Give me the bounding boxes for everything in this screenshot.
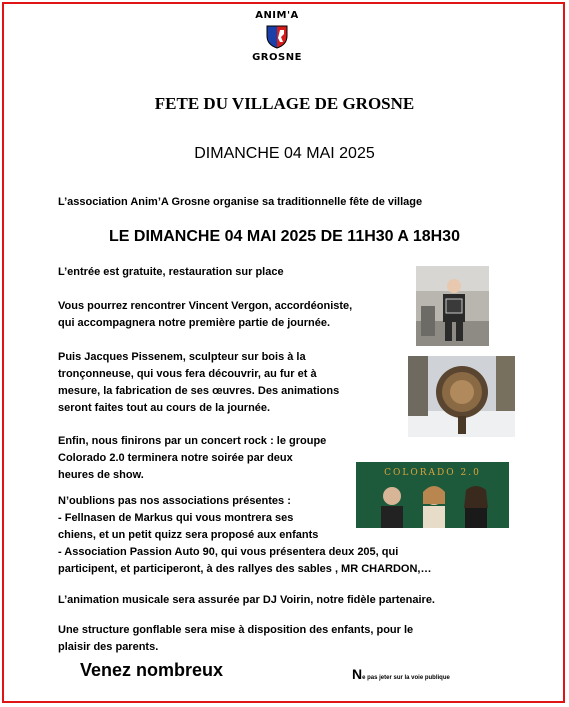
accordionist-photo	[416, 266, 489, 346]
wood-sculpture-photo	[408, 356, 515, 437]
paragraph-inflatable: Une structure gonflable sera mise à disposition des enfants, pour le plaisir des parents.	[58, 624, 414, 653]
paragraph-associations: N’oublions pas nos associations présentes : - Fellnasen de Markus qui vous montrera ses chiens, et un petit quizz sera proposé aux enfants - Association Passion Auto 90, qui vous présentera deux 205, qui participent, et participeront, à des rallyes des sables , MR CHARDON,…	[58, 495, 432, 575]
closing-text: Venez nombreux	[80, 660, 224, 680]
paragraph-entry: L’entrée est gratuite, restauration sur place	[58, 266, 284, 278]
paragraph-pissenem: Puis Jacques Pissenem, sculpteur sur bois à la tronçonneuse, qui vous fera découvrir, au fur et à mesure, la fabrication de ses œuvres. Des animations seront faites tout au cours de la journée.	[58, 351, 340, 414]
paragraph-vergon: Vous pourrez rencontrer Vincent Vergon, accordéoniste, qui accompagnera notre première partie de journée.	[58, 300, 353, 329]
band-photo-title: COLORADO 2.0	[384, 468, 481, 478]
page-title: FETE DU VILLAGE DE GROSNE	[154, 94, 415, 113]
logo-bottom-text: GROSNE	[252, 52, 302, 63]
footnote-initial: N	[352, 666, 363, 682]
paragraph-dj: L’animation musicale sera assurée par DJ Voirin, notre fidèle partenaire.	[58, 594, 435, 606]
footnote	[352, 666, 450, 682]
logo-top-text: ANIM'A	[255, 10, 299, 21]
event-date: DIMANCHE 04 MAI 2025	[194, 145, 375, 162]
footnote-rest: e pas jeter sur la voie publique	[362, 675, 450, 681]
shield-icon	[266, 25, 288, 49]
band-colorado-photo	[356, 462, 509, 528]
event-headline: LE DIMANCHE 04 MAI 2025 DE 11H30 A 18H30	[109, 228, 460, 245]
band-members-image	[356, 482, 509, 528]
anim-a-grosne-logo	[239, 10, 315, 66]
intro-text: L’association Anim’A Grosne organise sa traditionnelle fête de village	[58, 196, 423, 208]
paragraph-concert: Enfin, nous finirons par un concert rock : le groupe Colorado 2.0 terminera notre soirée par deux heures de show.	[58, 435, 327, 481]
